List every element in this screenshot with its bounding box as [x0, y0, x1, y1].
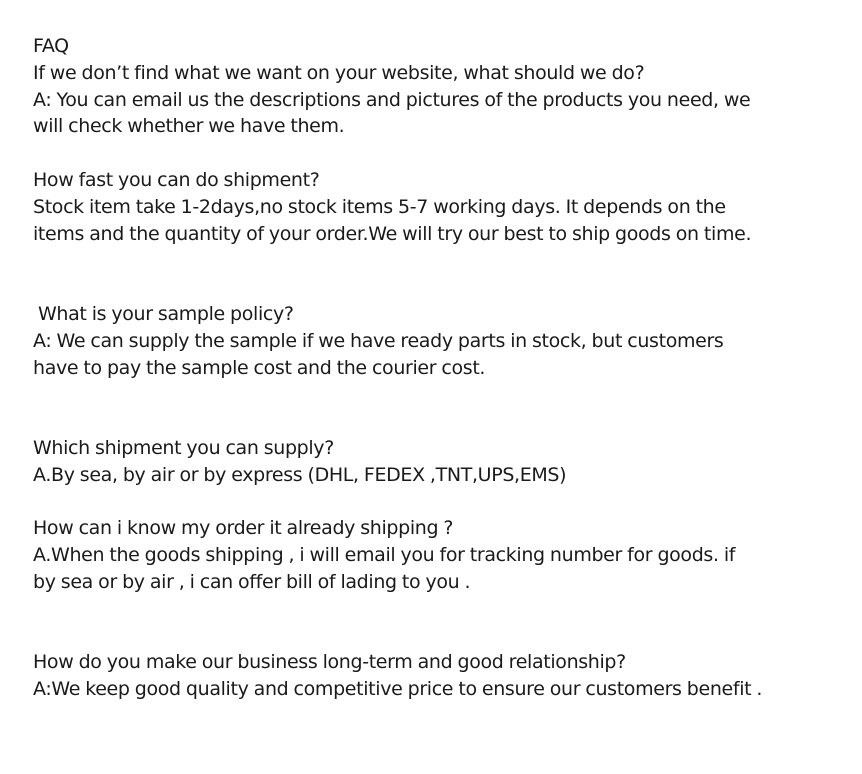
faq-answer-business-relationship-line1: A:We keep good quality and competitive price to ensure our customers benefit .	[33, 678, 763, 701]
faq-question-order-tracking: How can i know my order it already shipping ?	[33, 517, 454, 540]
spacer	[33, 596, 853, 650]
faq-question-shipment-methods: Which shipment you can supply?	[33, 436, 334, 459]
faq-answer-website-line2: will check whether we have them.	[33, 115, 345, 138]
spacer	[33, 489, 853, 516]
faq-question-website: If we don’t find what we want on your website, what should we do?	[33, 61, 645, 84]
faq-question-shipment-speed: How fast you can do shipment?	[33, 168, 320, 191]
faq-answer-order-tracking-line1: A.When the goods shipping , i will email you for tracking number for goods. if	[33, 544, 736, 567]
faq-answer-shipment-methods-line1: A.By sea, by air or by express (DHL, FEDEX ,TNT,UPS,EMS)	[33, 463, 567, 486]
spacer	[33, 247, 853, 301]
faq-heading: FAQ	[33, 35, 69, 57]
faq-question-sample-policy: What is your sample policy?	[38, 302, 294, 325]
spacer	[33, 140, 853, 167]
faq-document	[33, 33, 853, 703]
faq-answer-shipment-speed-line2: items and the quantity of your order.We will try our best to ship goods on time.	[33, 222, 752, 245]
faq-question-business-relationship: How do you make our business long-term and good relationship?	[33, 651, 626, 674]
faq-answer-sample-policy-line1: A: We can supply the sample if we have ready parts in stock, but customers	[33, 329, 724, 352]
faq-answer-shipment-speed-line1: Stock item take 1-2days,no stock items 5-7 working days. It depends on the	[33, 195, 726, 218]
spacer	[33, 381, 853, 435]
faq-answer-order-tracking-line2: by sea or by air , i can offer bill of lading to you .	[33, 570, 471, 593]
faq-answer-sample-policy-line2: have to pay the sample cost and the courier cost.	[33, 356, 486, 379]
faq-answer-website-line1: A: You can email us the descriptions and pictures of the products you need, we	[33, 88, 751, 111]
